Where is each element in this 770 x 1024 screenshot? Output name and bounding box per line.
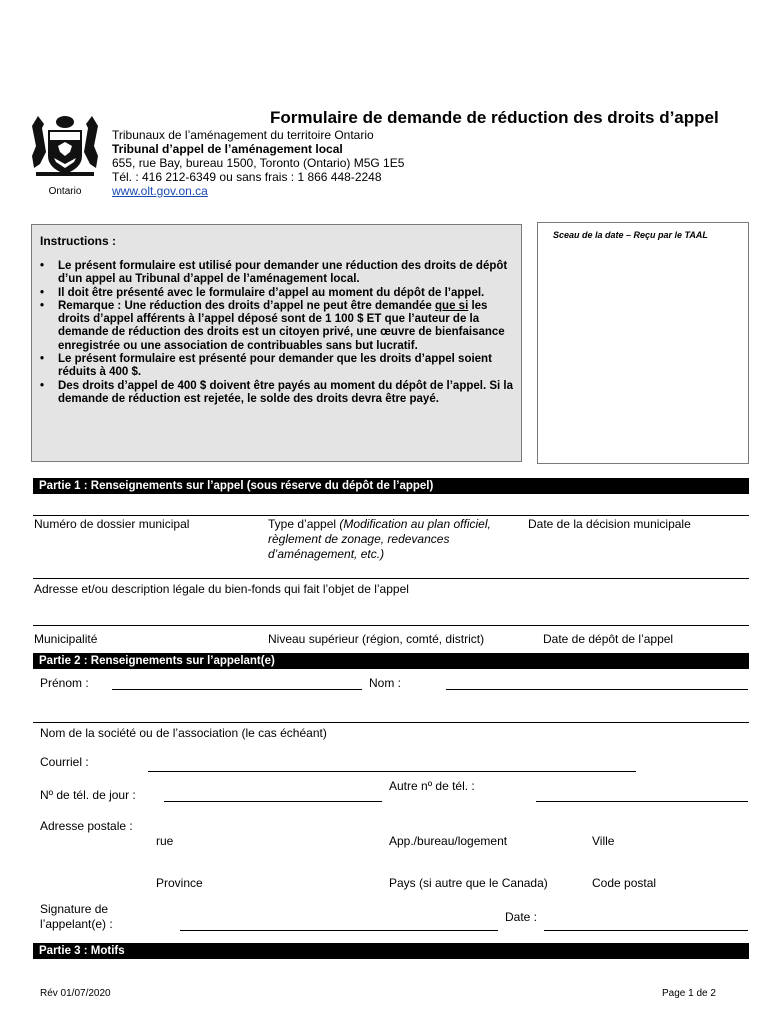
decision-date-label: Date de la décision municipale: [528, 517, 691, 531]
divider: [33, 578, 749, 579]
signature-label: [40, 902, 113, 932]
appeal-type-note: règlement de zonage, redevances: [268, 532, 450, 546]
day-phone-label: Nº de tél. de jour :: [40, 788, 136, 802]
instruction-item: • Le présent formulaire est présenté pour demander que les droits d’appel soient réduits à 400 $.: [38, 353, 516, 380]
first-name-label: Prénom :: [40, 676, 89, 690]
upper-tier-label: Niveau supérieur (région, comté, district): [268, 632, 485, 646]
company-label: Nom de la société ou de l’association (le cas échéant): [40, 726, 327, 740]
last-name-label: Nom :: [369, 676, 402, 690]
instruction-item: • Il doit être présenté avec le formulaire d’appel au moment du dépôt de l’appel.: [38, 287, 516, 300]
instruction-emphasis: que si: [435, 299, 469, 312]
appeal-type-label: [268, 517, 491, 562]
org-name-line2: Tribunal d’appel de l’aménagement local: [112, 142, 343, 156]
other-phone-field[interactable]: [536, 801, 748, 802]
instruction-text: Remarque : Une réduction des droits d’appel ne peut être demandée: [58, 299, 436, 312]
last-name-field[interactable]: [446, 689, 748, 690]
instruction-item: • Des droits d’appel de 400 $ doivent être payés au moment du dépôt de l’appel. Si la demande de réduction est rejetée, le solde des droits devra être payé.: [38, 380, 516, 407]
part3-header: Partie 3 : Motifs: [33, 943, 749, 959]
appeal-type-note: (Modification au plan officiel,: [339, 517, 491, 531]
instruction-item: [38, 300, 516, 353]
unit-label: App./bureau/logement: [389, 834, 508, 848]
instructions-heading: Instructions :: [40, 234, 117, 248]
signature-text: Signature de: [40, 902, 109, 916]
revision-label: Rév 01/07/2020: [40, 988, 111, 999]
website-link[interactable]: www.olt.gov.on.ca: [112, 184, 208, 198]
company-field[interactable]: [33, 722, 749, 723]
org-address: 655, rue Bay, bureau 1500, Toronto (Ontario) M5G 1E5: [112, 156, 405, 170]
part1-header: Partie 1 : Renseignements sur l’appel (sous réserve du dépôt de l’appel): [33, 478, 749, 494]
appeal-type-note: d’aménagement, etc.): [268, 547, 385, 561]
file-number-label: Numéro de dossier municipal: [34, 517, 190, 531]
page-number: Page 1 de 2: [662, 988, 716, 999]
date-stamp-label: Sceau de la date – Reçu par le TAAL: [553, 230, 708, 240]
email-label: Courriel :: [40, 755, 89, 769]
signature-text: l’appelant(e) :: [40, 917, 113, 931]
province-label: Province: [156, 876, 203, 890]
city-label: Ville: [592, 834, 615, 848]
logo-text: Ontario: [48, 186, 82, 197]
filing-date-label: Date de dépôt de l’appel: [543, 632, 674, 646]
municipality-label: Municipalité: [34, 632, 98, 646]
email-field[interactable]: [148, 771, 636, 772]
ontario-logo: [28, 112, 102, 200]
part2-header: Partie 2 : Renseignements sur l’appelant(e): [33, 653, 749, 669]
org-name-line1: Tribunaux de l’aménagement du territoire Ontario: [112, 128, 374, 142]
instruction-text: les droits d’appel afférents à l’appel déposé sont de 1 100 $ ET que l’auteur de la demande de réduction des droits est un citoyen privé, une œuvre de bienfaisance enregistrée ou une association de contribuables sans but lucratif.: [58, 299, 505, 352]
appeal-type-text: Type d’appel: [268, 517, 337, 531]
instruction-item: • Le présent formulaire est utilisé pour demander une réduction des droits de dépôt d’un appel au Tribunal d’appel de l’aménagement local.: [38, 260, 516, 287]
instructions-list: [38, 260, 516, 406]
divider: [33, 515, 749, 516]
other-phone-label: Autre nº de tél. :: [389, 779, 475, 793]
day-phone-field[interactable]: [164, 801, 382, 802]
street-label: rue: [156, 834, 174, 848]
divider: [33, 625, 749, 626]
first-name-field[interactable]: [112, 689, 362, 690]
form-title: Formulaire de demande de réduction des droits d’appel: [270, 108, 719, 127]
org-phone: Tél. : 416 212-6349 ou sans frais : 1 866 448-2248: [112, 170, 382, 184]
signature-field[interactable]: [180, 930, 498, 931]
date-field[interactable]: [544, 930, 748, 931]
postal-code-label: Code postal: [592, 876, 657, 890]
country-label: Pays (si autre que le Canada): [389, 876, 548, 890]
date-label: Date :: [505, 910, 538, 924]
date-stamp-box[interactable]: [537, 222, 749, 464]
property-address-label: Adresse et/ou description légale du bien-fonds qui fait l’objet de l’appel: [34, 582, 409, 596]
postal-address-label: Adresse postale :: [40, 819, 133, 833]
